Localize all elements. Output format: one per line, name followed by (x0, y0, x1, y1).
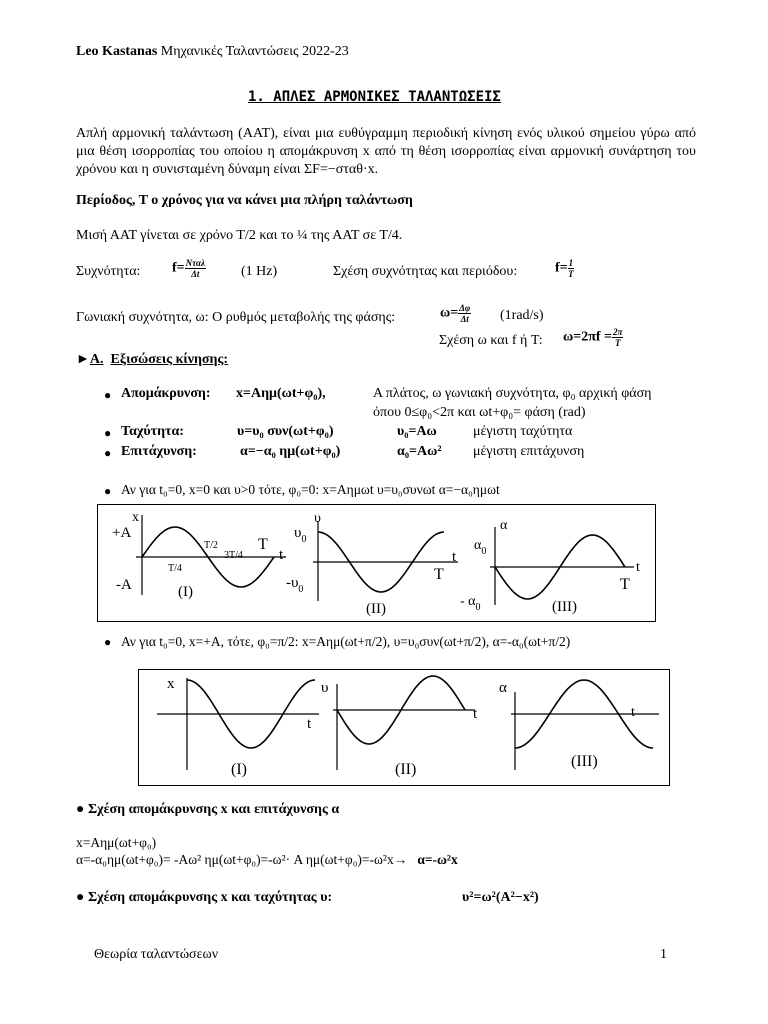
graph-velocity (321, 676, 478, 778)
frequency-label: Συχνότητα: (76, 264, 141, 279)
time-axis-label: t (473, 706, 478, 722)
graphs-box-1 (97, 504, 656, 622)
case2-line: Αν για t₀=0, x=+A, τότε, φ₀=π/2: x=Aημ(ωt+π/2), υ=υ₀συν(ωt+π/2), α=-α₀(ωt+π/2) (121, 634, 571, 649)
bullet-icon: ● (104, 426, 112, 440)
acceleration-equation: α=−α₀ ημ(ωt+φ₀) (240, 444, 341, 459)
time-axis-label: t (307, 716, 312, 732)
graphs-1-svg (98, 505, 655, 621)
period-heading: Περίοδος, Τ ο χρόνος για να κάνει μια πλήρη ταλάντωση (76, 193, 413, 208)
axis-label: α (499, 680, 507, 696)
minus-amplitude-label: -A (116, 577, 132, 593)
frequency-formula: f= $\frac{\text{Νταλ}}{\Delta t}$ (172, 258, 205, 279)
displacement-equation: x=Aημ(ωt+φ₀), (236, 386, 326, 401)
axis-label: υ (321, 680, 329, 696)
axis-label: υ (314, 511, 321, 526)
graph-label: (II) (395, 761, 417, 778)
three-quarter-label: 3T/4 (224, 550, 243, 561)
velocity-label: Ταχύτητα: (121, 424, 184, 439)
period-label: T (434, 566, 444, 583)
graph-velocity (286, 511, 458, 617)
graph-displacement (112, 510, 286, 600)
relation-xa-line1: x=Aημ(ωt+φ₀) (76, 835, 157, 850)
graph-label: (III) (571, 753, 598, 770)
max-acceleration-label: $\alpha_0$ (474, 538, 487, 557)
time-axis-label: t (452, 549, 457, 565)
angular-frequency-text: Γωνιακή συχνότητα, ω: Ο ρυθμός μεταβολής της φάσης: (76, 310, 396, 325)
min-velocity-label: $-\upsilon_0$ (286, 575, 304, 595)
page-title: 1. ΑΠΛΕΣ ΑΡΜΟΝΙΚΕΣ ΤΑΛΑΝΤΩΣΕΙΣ (248, 89, 501, 105)
graph-label: (II) (366, 601, 386, 617)
max-velocity-desc: μέγιστη ταχύτητα (473, 424, 573, 439)
velocity-equation: υ=υ₀ συν(ωt+φ₀) (237, 424, 334, 439)
time-axis-label: t (636, 560, 640, 575)
time-axis-label: t (279, 547, 284, 563)
quarter-label: T/4 (168, 563, 182, 574)
max-acceleration: α₀=Aω² (397, 444, 442, 459)
max-velocity: υ₀=Aω (397, 424, 437, 439)
frequency-unit: (1 Hz) (241, 264, 278, 279)
acceleration-label: Επιτάχυνση: (121, 444, 197, 459)
angular-frequency-formula: ω= $\frac{\Delta\varphi}{\Delta t}$ (440, 303, 471, 324)
angular-relation-formula: ω=2πf = $\frac{2\pi}{T}$ (563, 327, 623, 348)
phase-description: όπου 0≤φ₀<2π και ωt+φ₀= φάση (rad) (373, 405, 586, 420)
axis-label: α (500, 518, 508, 533)
bullet-icon: ● (104, 388, 112, 402)
relation-xa-line2: α=-α₀ημ(ωt+φ₀)= -Aω² ημ(ωt+φ₀)=-ω²· A ημ(ωt+φ₀)=-ω²x→ α=-ω²x (76, 852, 458, 867)
graph-acceleration (499, 680, 659, 770)
max-acceleration-desc: μέγιστη επιτάχυνση (473, 444, 585, 459)
plus-amplitude-label: +A (112, 525, 132, 541)
min-acceleration-label: - $\alpha_0$ (460, 594, 481, 613)
graph-label: (III) (552, 599, 577, 615)
half-period-label: T/2 (204, 540, 218, 551)
graph-displacement (157, 676, 319, 778)
relation-xv-result: υ²=ω²(A²−x²) (462, 890, 539, 905)
page-number: 1 (660, 947, 667, 962)
relation-xa-result: α=-ω²x (417, 852, 458, 867)
author-name: Leo Kastanas (76, 44, 158, 59)
angular-relation-label: Σχέση ω και f ή T: (439, 333, 543, 348)
angular-unit: (1rad/s) (500, 308, 544, 323)
graph-label: (I) (178, 584, 193, 600)
intro-paragraph: Απλή αρμονική ταλάντωση (ΑΑΤ), είναι μια ευθύγραμμη περιοδική κίνηση ενός υλικού σημείου γύρω από μια θέση ισορροπίας του οποίου η απομάκρυνση x από τη θέση ισορροπίας είναι αρμονική συνάρτηση του χρόνου και η συνισταμένη δύναμη είναι ΣF=−σταθ·x. (76, 126, 696, 177)
axis-label: x (167, 676, 175, 692)
graphs-2-svg (139, 670, 669, 785)
footer-title: Θεωρία ταλαντώσεων (94, 947, 219, 962)
graph-label: (I) (231, 761, 247, 778)
triangle-marker-icon: ► (76, 352, 90, 367)
relation-xa-heading: ● Σχέση απομάκρυνσης x και επιτάχυνσης α (76, 802, 340, 817)
section-a-heading: ►Α. Εξισώσεις κίνησης: (76, 352, 229, 367)
period-label: T (258, 536, 268, 553)
graphs-box-2 (138, 669, 670, 786)
displacement-description: Α πλάτος, ω γωνιακή συχνότητα, φ₀ αρχική φάση (373, 386, 652, 401)
half-period-line: Μισή ΑΑΤ γίνεται σε χρόνο Τ/2 και το ¼ της ΑΑΤ σε Τ/4. (76, 228, 403, 243)
bullet-icon: ● (104, 484, 112, 498)
graph-acceleration (460, 518, 640, 615)
axis-label: x (132, 510, 139, 525)
displacement-label: Απομάκρυνση: (121, 386, 211, 401)
time-axis-label: t (631, 705, 635, 720)
course-name: Μηχανικές Ταλαντώσεις 2022-23 (160, 44, 349, 59)
relation-xv-heading: ● Σχέση απομάκρυνσης x και ταχύτητας υ: (76, 890, 333, 905)
bullet-icon: ● (104, 635, 112, 649)
bullet-icon: ● (104, 446, 112, 460)
max-velocity-label: $\upsilon_0$ (294, 525, 307, 545)
frequency-relation-formula: f= $\frac{1}{T}$ (555, 258, 574, 279)
frequency-relation-label: Σχέση συχνότητας και περιόδου: (333, 264, 518, 279)
case1-line: Αν για t₀=0, x=0 και υ>0 τότε, φ₀=0: x=Aημωt υ=υ₀συνωt α=−α₀ημωt (121, 482, 500, 497)
document-header (76, 44, 349, 60)
period-label: T (620, 576, 630, 593)
